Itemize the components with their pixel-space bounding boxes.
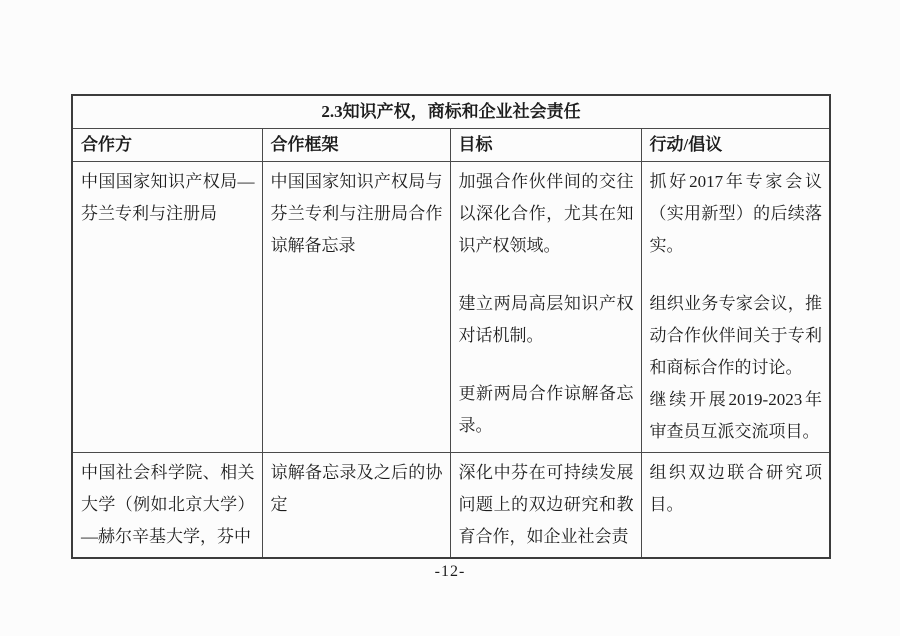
table-row [72,452,830,558]
table-cell [262,161,450,452]
column-header-action-initiative: 行动/倡议 [641,128,830,161]
cooperation-table [71,94,831,559]
table-title: 2.3知识产权，商标和企业社会责任 [72,95,830,128]
cell-paragraph: 建立两局高层知识产权对话机制。 [458,293,634,345]
column-header-cooperation-party: 合作方 [72,128,262,161]
cell-paragraph: 继续开展2019-2023年审查员互派交流项目。 [649,389,822,441]
cell-paragraph: 加强合作伙伴间的交往以深化合作，尤其在知识产权领域。 [458,171,634,255]
cell-paragraph: 中国国家知识产权局—芬兰专利与注册局 [81,171,255,223]
cell-paragraph: 抓好2017年专家会议（实用新型）的后续落实。 [649,171,822,255]
column-header-cooperation-framework: 合作框架 [262,128,450,161]
table-row [72,161,830,452]
cell-paragraph: 中国国家知识产权局与芬兰专利与注册局合作谅解备忘录 [270,171,443,255]
table-cell [450,161,641,452]
cell-paragraph: 组织业务专家会议，推动合作伙伴间关于专利和商标合作的讨论。 [649,293,822,377]
cell-paragraph: 中国社会科学院、相关大学（例如北京大学）—赫尔辛基大学，芬中 [81,462,255,546]
table-cell [262,452,450,558]
paragraph-spacer [459,262,634,288]
table-cell [72,452,262,558]
table-title-row [72,95,830,128]
cell-paragraph: 谅解备忘录及之后的协定 [270,462,443,514]
paragraph-spacer [650,262,823,288]
table-header-row [72,128,830,161]
cell-paragraph: 更新两局合作谅解备忘录。 [458,383,634,435]
table-cell [72,161,262,452]
table-cell [450,452,641,558]
page-number: -12- [434,563,466,580]
paragraph-spacer [459,352,634,378]
column-header-objective: 目标 [450,128,641,161]
table-cell [641,161,830,452]
cell-paragraph: 组织双边联合研究项目。 [649,462,822,514]
cell-paragraph: 深化中芬在可持续发展问题上的双边研究和教育合作，如企业社会责 [458,462,634,546]
table-cell [641,452,830,558]
